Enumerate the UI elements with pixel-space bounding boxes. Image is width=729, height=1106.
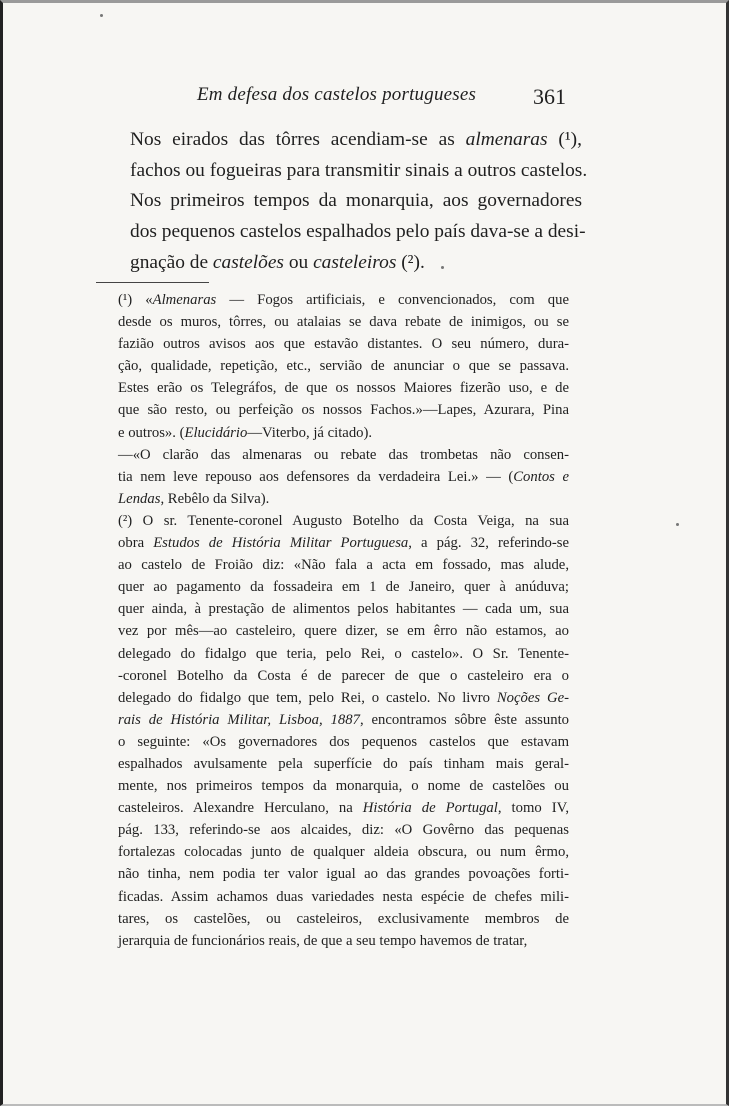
footnote-line: ao castelo de Froião diz: «Não fala a acta em fossado, mas alude, (118, 557, 569, 574)
footnote-line: (¹) «Almenaras — Fogos artificiais, e convencionados, com que (118, 292, 569, 308)
italic-text: Elucidário (184, 424, 248, 441)
page-header (0, 84, 729, 114)
italic-text: Almenaras (152, 292, 217, 308)
footnote-line: casteleiros. Alexandre Herculano, na História de Portugal, tomo IV, (118, 800, 570, 817)
footnote-line: quer ao pagamento da fossadeira em 1 de Janeiro, quer à anúduva; (118, 579, 569, 596)
footnote-line: não tinha, nem podia ter valor igual ao das grandes povoações forti- (118, 866, 569, 883)
body-line: Nos eirados das tôrres acendiam-se as almenaras (¹), (130, 129, 582, 150)
body-line: gnação de castelões ou casteleiros (²). (130, 251, 425, 273)
footnote-line: obra Estudos de História Militar Portuguesa, a pág. 32, referindo-se (118, 535, 569, 552)
footnote-line: quer ainda, à prestação de alimentos pelos habitantes — cada um, sua (118, 601, 569, 618)
running-title: Em defesa dos castelos portugueses (197, 84, 477, 105)
scan-speck (441, 266, 444, 269)
footnote-line: pág. 133, referindo-se aos alcaides, diz: «O Govêrno das pequenas (118, 822, 569, 839)
footnote-line: jerarquia de funcionários reais, de que a seu tempo havemos de tratar, (118, 932, 528, 949)
italic-text: Contos e (513, 468, 569, 485)
footnote-line: rais de História Militar, Lisboa, 1887, encontramos sôbre êste assunto (118, 711, 569, 728)
footnote-rule (96, 282, 209, 283)
italic-text: almenaras (465, 129, 548, 150)
footnote-line: fazião outros avisos aos que estavão distantes. O seu número, dura- (118, 336, 569, 353)
scan-speck (676, 523, 679, 526)
footnote-line: delegado do fidalgo que teria, pelo Rei, o castelo». O Sr. Tenente- (118, 645, 569, 662)
italic-text: castelões (212, 251, 284, 273)
scan-speck (100, 14, 103, 17)
footnote-line: o seguinte: «Os governadores dos pequenos castelos que estavam (118, 733, 569, 750)
italic-text: casteleiros (313, 251, 397, 273)
body-line: dos pequenos castelos espalhados pelo país dava-se a desi- (130, 221, 586, 243)
footnote-line: -coronel Botelho da Costa é de parecer de que o casteleiro era o (118, 667, 569, 684)
footnote-line: ficadas. Assim achamos duas variedades nesta espécie de chefes mili- (118, 888, 569, 905)
body-line: fachos ou fogueiras para transmitir sinais a outros castelos. (130, 159, 588, 181)
body-paragraph (95, 186, 586, 278)
footnote-line: ção, qualidade, repetição, etc., servião de anunciar o que se passava. (118, 358, 569, 375)
footnote-line: tares, os castelões, ou casteleiros, exclusivamente membros de (118, 910, 569, 927)
italic-text: História de Portugal (362, 800, 498, 817)
page-number: 361 (533, 84, 566, 109)
footnote-paragraph (96, 510, 569, 952)
footnote-line: delegado do fidalgo que tem, pelo Rei, o castelo. No livro Noções Ge- (118, 689, 569, 706)
footnote-paragraph (96, 289, 569, 444)
footnote-line: Estes erão os Telegráfos, de que os nossos Maiores fizerão uso, e de (118, 380, 569, 397)
footnote-line: (²) O sr. Tenente-coronel Augusto Botelho da Costa Veiga, na sua (118, 512, 569, 529)
footnote-line: tia nem leve repouso aos defensores da verdadeira Lei.» — (Contos e (118, 468, 569, 485)
italic-text: Noções Ge- (496, 689, 569, 706)
body-line: Nos primeiros tempos da monarquia, aos governadores (130, 190, 582, 212)
italic-text: Lendas (118, 490, 161, 507)
footnote-line: —«O clarão das almenaras ou rebate das trombetas não consen- (118, 446, 569, 463)
footnote-line: e outros». (Elucidário—Viterbo, já citado). (118, 424, 373, 441)
italic-text: Estudos de História Militar Portuguesa (153, 535, 409, 552)
footnote-line: mente, nos primeiros tempos da monarquia, o nome de castelões ou (118, 778, 569, 795)
footnote-line: fortalezas colocadas junto de qualquer aldeia obscura, ou num êrmo, (118, 844, 569, 861)
footnote-line: vez por mês—ao casteleiro, quere dizer, se em êrro não estamos, ao (118, 623, 569, 640)
footnote-line: Lendas, Rebêlo da Silva). (118, 490, 270, 507)
italic-text: rais de História Militar, Lisboa, 1887 (118, 711, 360, 728)
footnote-paragraph (96, 444, 569, 510)
body-paragraph (95, 125, 588, 186)
footnote-line: que são resto, ou perfeição os nossos Fachos.»—Lapes, Azurara, Pina (118, 402, 569, 419)
footnote-line: espalhados avulsamente pela superfície do país tinham mais geral- (118, 755, 569, 772)
body-text (95, 125, 588, 279)
footnote-line: desde os muros, tôrres, ou atalaias se dava rebate de inimigos, ou se (118, 314, 569, 331)
footnotes (96, 289, 569, 952)
